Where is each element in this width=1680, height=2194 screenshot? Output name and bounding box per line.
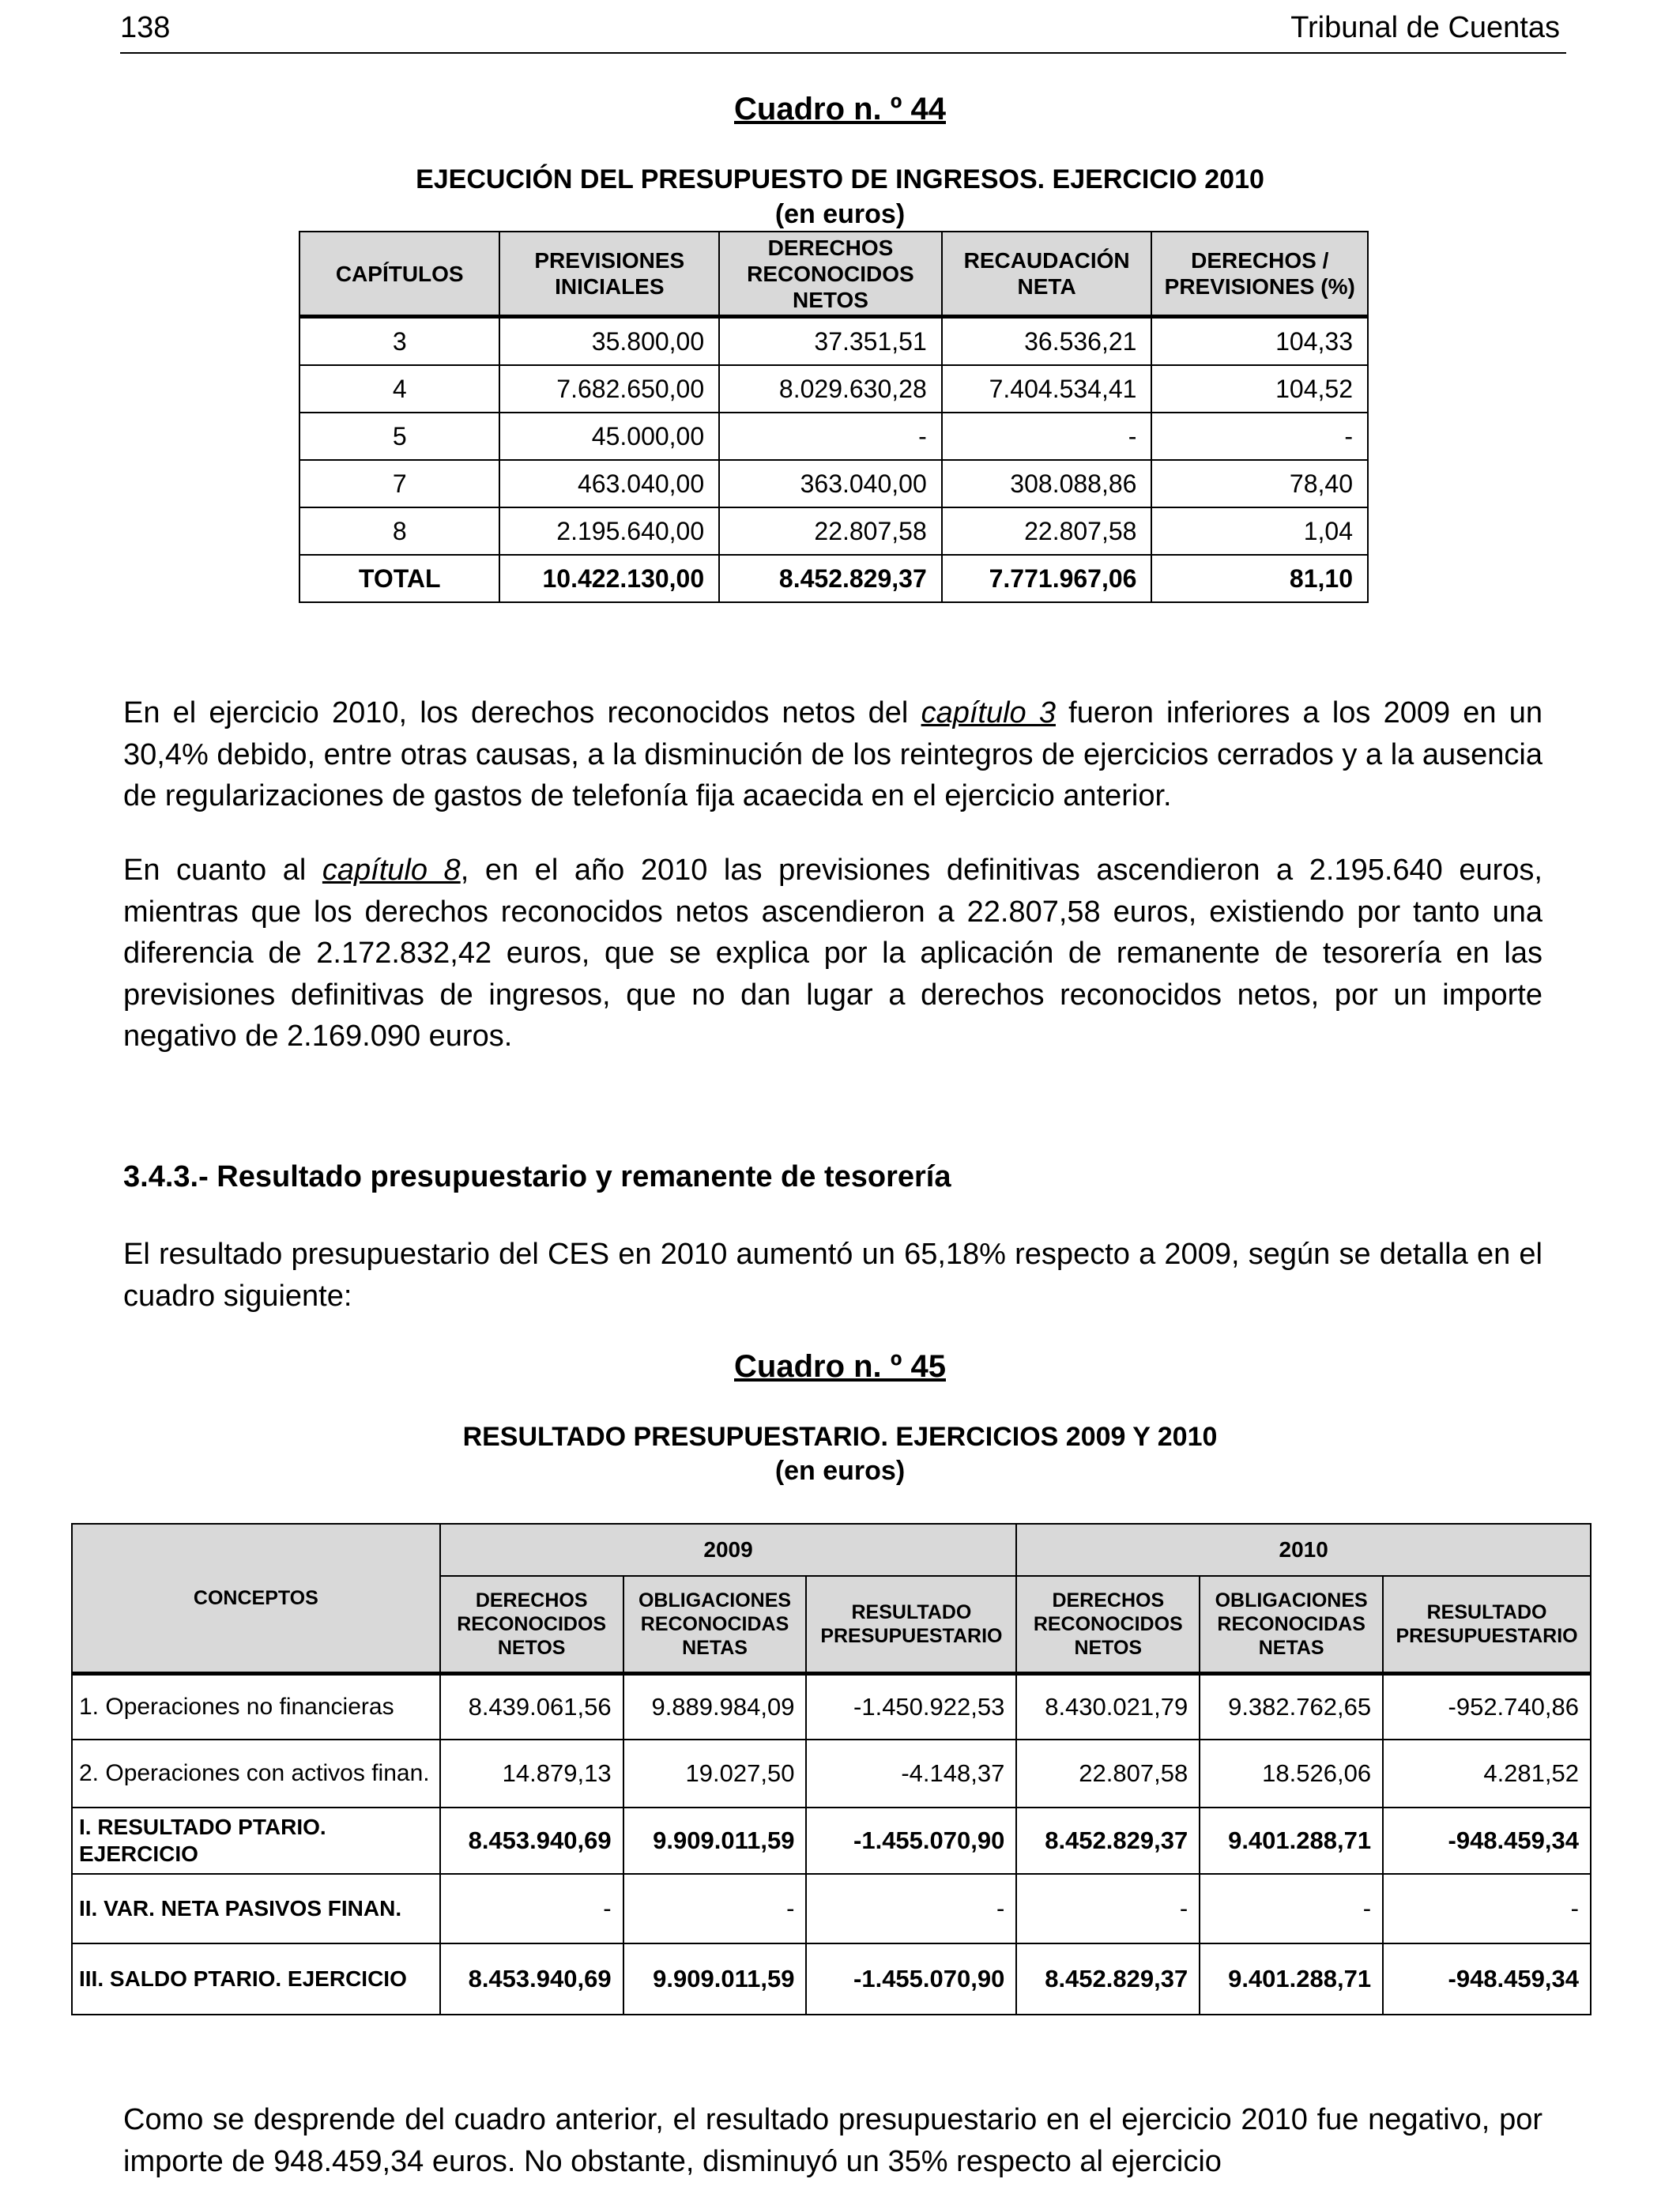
table-cell: -952.740,86: [1383, 1674, 1591, 1740]
column-header: DERECHOS RECONOCIDOS NETOS: [1016, 1576, 1200, 1674]
table-cell: 36.536,21: [942, 317, 1152, 366]
table44-title: EJECUCIÓN DEL PRESUPUESTO DE INGRESOS. EJERCICIO 2010: [416, 164, 1264, 194]
paragraph-3: El resultado presupuestario del CES en 2010 aumentó un 65,18% respecto a 2009, según se detalla en el cuadro siguiente:: [123, 1238, 1543, 1313]
table-row: [72, 1674, 1591, 1740]
table-cell: 45.000,00: [499, 413, 719, 460]
table-cell: -: [1016, 1874, 1200, 1943]
table-cell: 3: [299, 317, 499, 366]
table44-units: (en euros): [774, 199, 906, 229]
table45-units: (en euros): [774, 1456, 906, 1486]
table-cell: 7.682.650,00: [499, 365, 719, 413]
table-cell: 8.452.829,37: [1016, 1943, 1200, 2015]
chapter-reference: capítulo 3: [921, 696, 1056, 729]
paragraph-text: , en el año 2010 las previsiones definitivas ascendieron a 2.195.640 euros, mientras que los derechos reconocidos netos ascendieron a 22.807,58 euros, existiendo por tanto una diferencia de 2.172.832,42 euros, que se explica por la aplicación de remanente de tesorería en las previsiones definitivas de ingresos, que no dan lugar a derechos reconocidos netos, por un importe negativo de 2.169.090 euros.: [123, 854, 1543, 1053]
table-cell: 78,40: [1151, 460, 1368, 507]
table-cell: 9.909.011,59: [623, 1943, 807, 2015]
table-cell: 9.382.762,65: [1200, 1674, 1383, 1740]
table-cell: -4.148,37: [806, 1740, 1016, 1808]
section-heading: 3.4.3.- Resultado presupuestario y remanente de tesorería: [123, 1160, 951, 1193]
table-cell: TOTAL: [299, 555, 499, 602]
table-cell: 104,52: [1151, 365, 1368, 413]
table-cell: 2.195.640,00: [499, 507, 719, 555]
table-cell: 8.452.829,37: [719, 555, 942, 602]
paragraph-2: [123, 850, 1543, 1057]
table-cell: II. VAR. NETA PASIVOS FINAN.: [72, 1874, 440, 1943]
column-header: CONCEPTOS: [72, 1524, 440, 1674]
table-cell: 2. Operaciones con activos finan.: [72, 1740, 440, 1808]
paragraph-4: Como se desprende del cuadro anterior, el resultado presupuestario en el ejercicio 2010 fue negativo, por importe de 948.459,34 euros. No obstante, disminuyó un 35% respecto al ejercicio: [123, 2103, 1543, 2178]
column-header: DERECHOS / PREVISIONES (%): [1151, 232, 1368, 317]
table-cell: 22.807,58: [942, 507, 1152, 555]
table-cell: 19.027,50: [623, 1740, 807, 1808]
table-cell: I. RESULTADO PTARIO. EJERCICIO: [72, 1808, 440, 1874]
table-cell: 7.404.534,41: [942, 365, 1152, 413]
table-cell: 14.879,13: [440, 1740, 623, 1808]
column-header: RECAUDACIÓN NETA: [942, 232, 1152, 317]
table-cell: -948.459,34: [1383, 1943, 1591, 2015]
table44-header-row: [299, 232, 1368, 317]
paragraph-text: En el ejercicio 2010, los derechos reconocidos netos del: [123, 696, 921, 729]
table45-year-row: [72, 1524, 1591, 1576]
page-header: [120, 11, 1566, 54]
year-header: 2009: [440, 1524, 1017, 1576]
table-cell: 8.029.630,28: [719, 365, 942, 413]
table-row: [299, 507, 1368, 555]
table-cell: 9.401.288,71: [1200, 1808, 1383, 1874]
table-cell: 4: [299, 365, 499, 413]
table-cell: -1.455.070,90: [806, 1808, 1016, 1874]
header-organization: Tribunal de Cuentas: [1290, 11, 1560, 44]
table-cell: 8.453.940,69: [440, 1808, 623, 1874]
table-row: [299, 317, 1368, 366]
table-45: [71, 1523, 1591, 2015]
table-44: [299, 231, 1369, 603]
table-cell: -: [1151, 413, 1368, 460]
column-header: PREVISIONES INICIALES: [499, 232, 719, 317]
paragraph-1: [123, 692, 1543, 817]
year-header: 2010: [1016, 1524, 1591, 1576]
column-header: OBLIGACIONES RECONOCIDAS NETAS: [1200, 1576, 1383, 1674]
table-cell: 308.088,86: [942, 460, 1152, 507]
table-cell: III. SALDO PTARIO. EJERCICIO: [72, 1943, 440, 2015]
table-cell: 10.422.130,00: [499, 555, 719, 602]
column-header: DERECHOS RECONOCIDOS NETOS: [440, 1576, 623, 1674]
table-cell: 5: [299, 413, 499, 460]
table-row: [72, 1874, 1591, 1943]
table-cell: -: [719, 413, 942, 460]
paragraph-text: fueron inferiores a los 2009 en un 30,4% debido, entre otras causas, a la disminución de los reintegros de ejercicios cerrados y a la ausencia de regularizaciones de gastos de telefonía fija acaecida en el ejercicio anterior.: [123, 696, 1543, 812]
table-cell: 104,33: [1151, 317, 1368, 366]
table-cell: 22.807,58: [719, 507, 942, 555]
table-cell: 4.281,52: [1383, 1740, 1591, 1808]
column-header: DERECHOS RECONOCIDOS NETOS: [719, 232, 942, 317]
column-header: OBLIGACIONES RECONOCIDAS NETAS: [623, 1576, 807, 1674]
column-header: RESULTADO PRESUPUESTARIO: [806, 1576, 1016, 1674]
table-cell: 9.401.288,71: [1200, 1943, 1383, 2015]
table-cell: 37.351,51: [719, 317, 942, 366]
table-row: [299, 460, 1368, 507]
table-cell: 463.040,00: [499, 460, 719, 507]
table-cell: 1. Operaciones no financieras: [72, 1674, 440, 1740]
table-cell: 9.909.011,59: [623, 1808, 807, 1874]
table-cell: -: [942, 413, 1152, 460]
table-row: [299, 413, 1368, 460]
table-cell: 7.771.967,06: [942, 555, 1152, 602]
table-cell: -: [806, 1874, 1016, 1943]
table-cell: -1.450.922,53: [806, 1674, 1016, 1740]
table-cell: -: [623, 1874, 807, 1943]
table-cell: -: [1200, 1874, 1383, 1943]
table-cell: 8.453.940,69: [440, 1943, 623, 2015]
table-cell: 8.439.061,56: [440, 1674, 623, 1740]
chapter-reference: capítulo 8: [322, 854, 461, 887]
table-cell: -948.459,34: [1383, 1808, 1591, 1874]
table-total-row: [299, 555, 1368, 602]
table-cell: 81,10: [1151, 555, 1368, 602]
table-cell: -1.455.070,90: [806, 1943, 1016, 2015]
table-cell: 8: [299, 507, 499, 555]
table-cell: 7: [299, 460, 499, 507]
table-cell: -: [1383, 1874, 1591, 1943]
column-header: RESULTADO PRESUPUESTARIO: [1383, 1576, 1591, 1674]
table-row: [72, 1808, 1591, 1874]
table-cell: 9.889.984,09: [623, 1674, 807, 1740]
paragraph-text: En cuanto al: [123, 854, 322, 887]
table-cell: 363.040,00: [719, 460, 942, 507]
table44-caption: Cuadro n. º 44: [734, 92, 946, 126]
column-header: CAPÍTULOS: [299, 232, 499, 317]
table-cell: -: [440, 1874, 623, 1943]
table-cell: 22.807,58: [1016, 1740, 1200, 1808]
table45-title: RESULTADO PRESUPUESTARIO. EJERCICIOS 2009 Y 2010: [462, 1422, 1218, 1452]
table-cell: 8.452.829,37: [1016, 1808, 1200, 1874]
page-number: 138: [120, 11, 171, 44]
table45-caption: Cuadro n. º 45: [734, 1349, 946, 1384]
table-cell: 1,04: [1151, 507, 1368, 555]
table-cell: 8.430.021,79: [1016, 1674, 1200, 1740]
table-cell: 18.526,06: [1200, 1740, 1383, 1808]
table-row: [72, 1740, 1591, 1808]
table-cell: 35.800,00: [499, 317, 719, 366]
table-row: [72, 1943, 1591, 2015]
table-row: [299, 365, 1368, 413]
